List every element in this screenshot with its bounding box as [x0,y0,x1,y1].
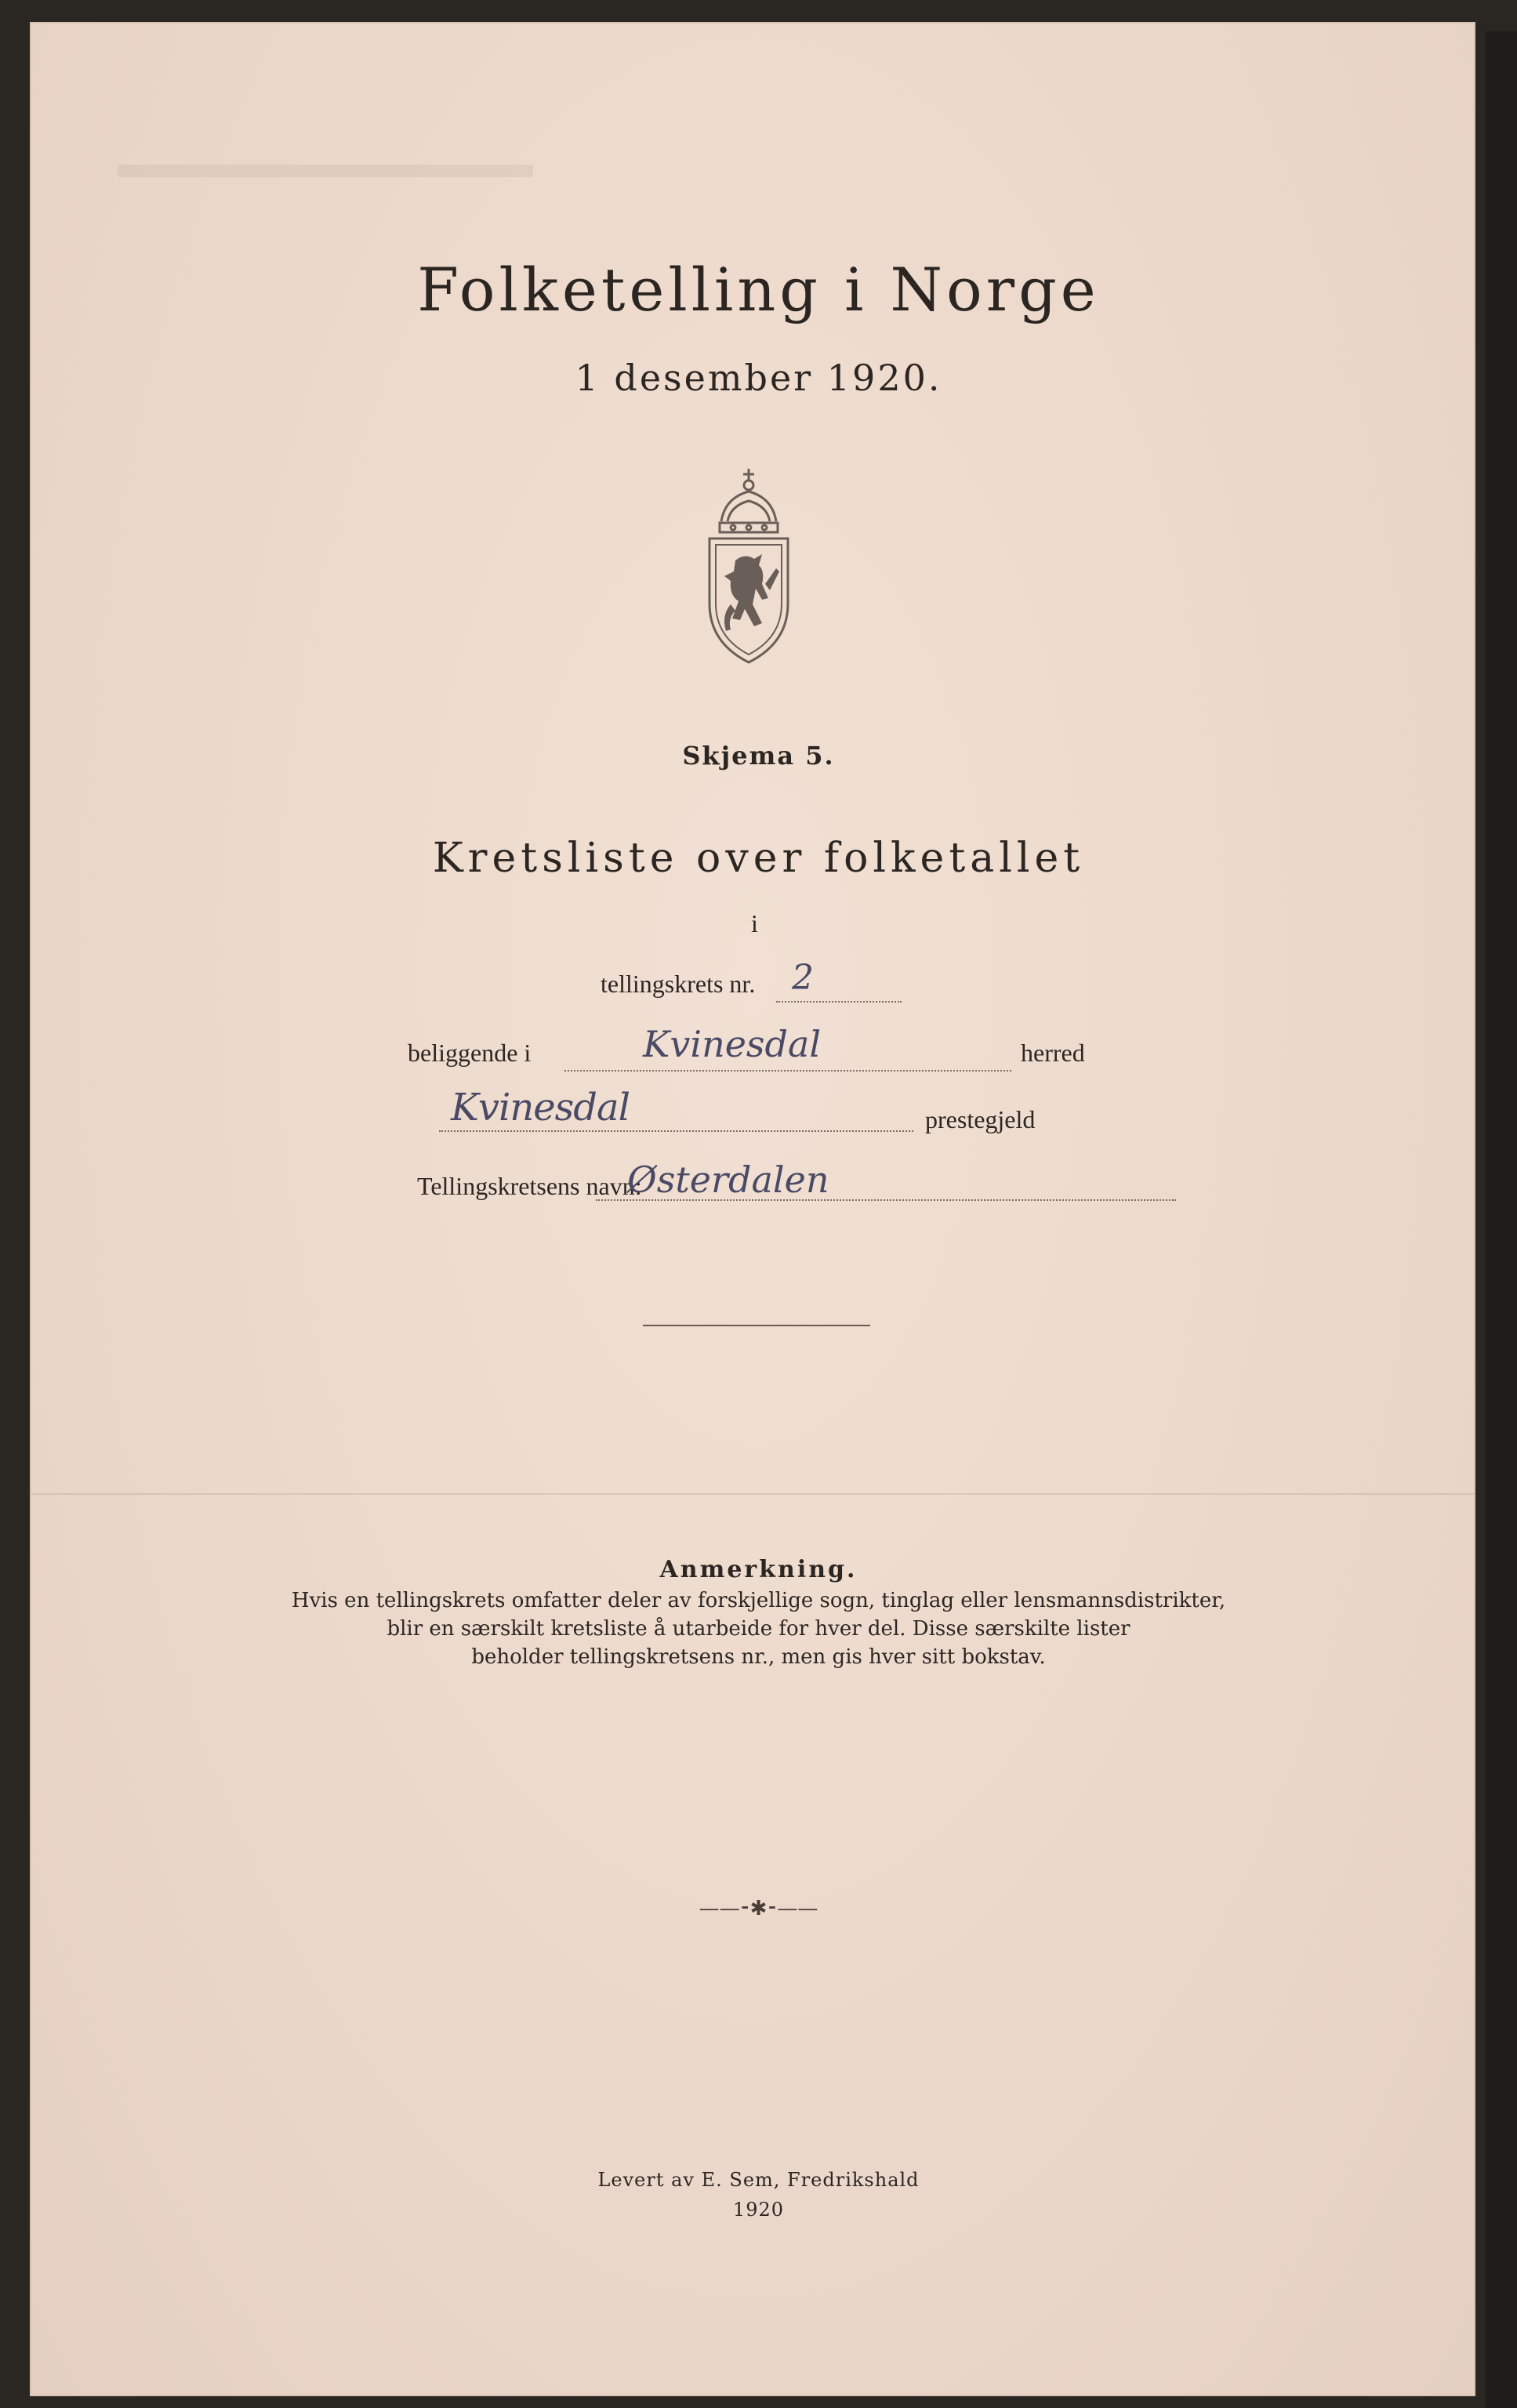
remark-line-3: beholder tellingskretsens nr., men gis hver sitt bokstav. [471,1645,1046,1669]
coat-of-arms-icon [690,466,807,670]
parish-value: Kvinesdal [451,1086,630,1130]
census-date: 1 desember 1920. [575,357,942,399]
district-name-value: Østerdalen [627,1159,829,1201]
located-in-label: beliggende i [408,1039,532,1067]
district-name-label: Tellingskretsens navn: [417,1172,642,1200]
ornament-divider: ——⁃✱⁃—— [699,1897,818,1920]
divider-rule [643,1325,870,1326]
located-in-value: Kvinesdal [643,1023,822,1065]
parish-label: prestegjeld [925,1105,1036,1133]
remark-line-2: blir en særskilt kretsliste å utarbeide for hver del. Disse særskilte lister [387,1617,1130,1641]
bleed-through-text [118,165,533,177]
census-district-value: 2 [792,958,814,998]
located-in-line [564,1070,1011,1072]
form-title: Folketelling i Norge [417,255,1100,325]
remark-heading: Anmerkning. [659,1556,858,1583]
paper-fold [31,1493,1474,1495]
schema-number: Skjema 5. [682,741,835,771]
printer-year: 1920 [732,2199,785,2221]
parish-line [439,1130,913,1132]
form-heading: Kretsliste over folketallet [432,835,1085,882]
census-district-label: tellingskrets nr. [601,970,756,998]
in-word: i [751,909,758,937]
census-district-line [776,1001,902,1003]
herred-label: herred [1021,1039,1085,1067]
printer-credit: Levert av E. Sem, Fredrikshald [597,2169,920,2191]
remark-line-1: Hvis en tellingskrets omfatter deler av forskjellige sogn, tinglag eller lensmannsdistrikter, [291,1589,1226,1612]
